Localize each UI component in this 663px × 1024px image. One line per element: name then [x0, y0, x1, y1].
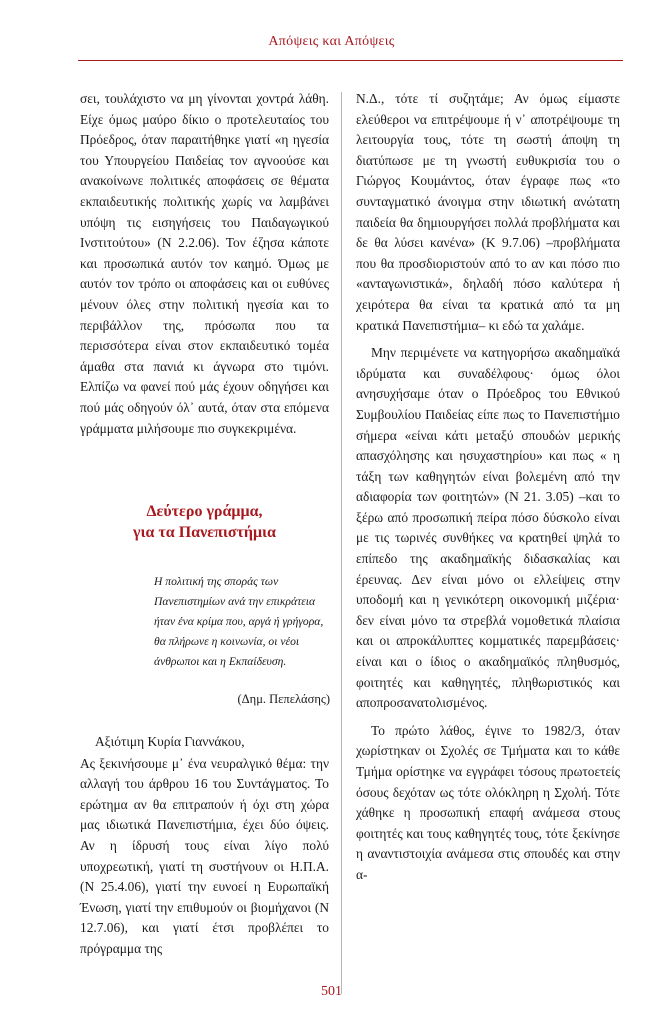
- right-column: [356, 89, 620, 886]
- section-heading: [80, 501, 329, 543]
- section-heading-line-1: Δεύτερο γράμμα,: [146, 503, 263, 520]
- epigraph-author: (Δημ. Πεπελάσης): [237, 692, 330, 706]
- page-number: 501: [321, 984, 342, 999]
- left-column: [80, 89, 329, 439]
- salutation: Αξιότιμη Κυρία Γιαννάκου,: [95, 734, 245, 749]
- right-paragraph-3: Το πρώτο λάθος, έγινε το 1982/3, όταν χωρίστηκαν οι Σχολές σε Τμήματα και το κάθε Τμήμα ορίστηκε να εγγράφει τόσους πρωτοετείς όσους δεχόταν ως τότε ολόκληρη η Σχολή. Τότε χάθηκε η προσωπική επαφή ανάμεσα στους φοιτητές και τους καθηγητές τους, τότε ξεκίνησε η αναντιστοιχία ανάμεσα στις σπουδές και στην α-: [356, 722, 620, 882]
- epigraph-quote: Η πολιτική της σποράς των Πανεπιστημίων ανά την επικράτεια ήταν ένα κρίμα που, αργά ή γρήγορα, θα πλήρωνε η κοινωνία, οι νέοι άνθρωποι και η Εκπαίδευση.: [154, 575, 324, 669]
- left-paragraph-2: Ας ξεκινήσουμε μ᾽ ένα νευραλγικό θέμα: την αλλαγή του άρθρου 16 του Συντάγματος. Το ερώτημα αν θα επιτραπούν ή όχι στη χώρα μας ιδιωτικά Πανεπιστήμια, έχει δύο όψεις. Αν η ίδρυσή τους είναι λίγο πολύ υποχρεωτική, γιατί τη συστήνουν οι Η.Π.Α. (Ν 25.4.06), γιατί την ευνοεί η Ευρωπαϊκή Ένωση, γιατί την επιθυμούν οι βιομήχανοι (Ν 12.7.06), και γιατί έτσι προβλέπει το πρόγραμμα της: [80, 755, 329, 956]
- right-paragraph-2: Μην περιμένετε να κατηγορήσω ακαδημαϊκά ιδρύματα και συναδέλφους· όμως όλοι ανησυχήσαμε όταν ο Πρόεδρος του Εθνικού Συμβουλίου Παιδείας είπε πως το Πανεπιστήμιο σήμερα «είναι κάτι μεταξύ σπουδών μερικής απασχόλησης και ησυχαστηρίου» και πως « η τάξη των καθηγητών είναι βολεμένη από την αδιαφορία των φοιτητών» (Ν 21. 3.05) –και το ξέρω από προσωπική πείρα πόσο δύσκολο είναι με τις τωρινές συνθήκες να κρατηθεί ψηλά το επίπεδο της ακαδημαϊκής διδασκαλίας και έρευνας. Δεν είναι μόνο οι ελλείψεις στην υποδομή και η γενικότερη οικονομική μιζέρια· δεν είναι μόνο τα στρεβλά νομοθετικά πλαίσια και οι απροκάλυπτες κομματικές παρεμβάσεις· είναι και ο ίδιος ο ακαδημαϊκός πληθυσμός, φοιτητές και καθηγητές, πληθωριστικός και αποπροσανατολισμένος.: [356, 345, 620, 711]
- section-heading-line-2: για τα Πανεπιστήμια: [133, 524, 276, 541]
- left-paragraph-1: σει, τουλάχιστο να μη γίνονται χοντρά λάθη. Είχε όμως μαύρο δίκιο ο προτελευταίος του Πρόεδρος, όταν παραιτήθηκε γιατί «η ηγεσία του Υπουργείου Παιδείας τον αγνοούσε και ανακοίνωνε πολιτικές αποφάσεις σε θέματα εκπαιδευτικής πολιτικής χωρίς να λαμβάνει υπόψη τις εισηγήσεις του Παιδαγωγικού Ινστιτούτου» (Ν 2.2.06). Τον έζησα κάποτε και προσωπικά αυτόν τον καημό. Όμως με αυτόν τον τρόπο οι αποφάσεις και οι ευθύνες μένουν όλες στην πολιτική ηγεσία και το περιβάλλον της, πρόσωπα που τα περισσότερα είναι στον εκπαιδευτικό τομέα άμαθα στα πανιά κι άγνωρα στο τιμόνι. Ελπίζω να φανεί πού μάς έχουν οδηγήσει και πού μάς οδηγούν όλ᾽ αυτά, όταν στα επόμενα γράμματα μιλήσουμε πιο συγκεκριμένα.: [80, 91, 329, 436]
- running-header: Απόψεις και Απόψεις: [268, 34, 395, 49]
- column-divider: [341, 92, 342, 994]
- right-paragraph-1: Ν.Δ., τότε τί συζητάμε; Αν όμως είμαστε ελεύθεροι να επιτρέψουμε ή ν᾽ αποτρέψουμε τη λειτουργία τους, τότε τη σωστή άποψη τη διατύπωσε με τη γνωστή ευθυκρισία του ο Γιώργος Κουμάντος, όταν έγραφε πως «το συνταγματικό άνοιγμα στην ιδιωτική ανώτατη παιδεία θα δημιουργήσει πολλά προβλήματα και δε θα λύσει κανένα» (Κ 9.7.06) –προβλήματα που θα προσδιοριστούν από το αν και πόσο πιο «ανταγωνιστικά», δηλαδή πόσο καλύτερα ή χειρότερα θα είναι τα κρατικά από τα μη κρατικά Πανεπιστήμια– κι εδώ τα χαλάμε.: [356, 91, 620, 333]
- header-rule: [78, 60, 623, 61]
- letter-body: [80, 732, 329, 960]
